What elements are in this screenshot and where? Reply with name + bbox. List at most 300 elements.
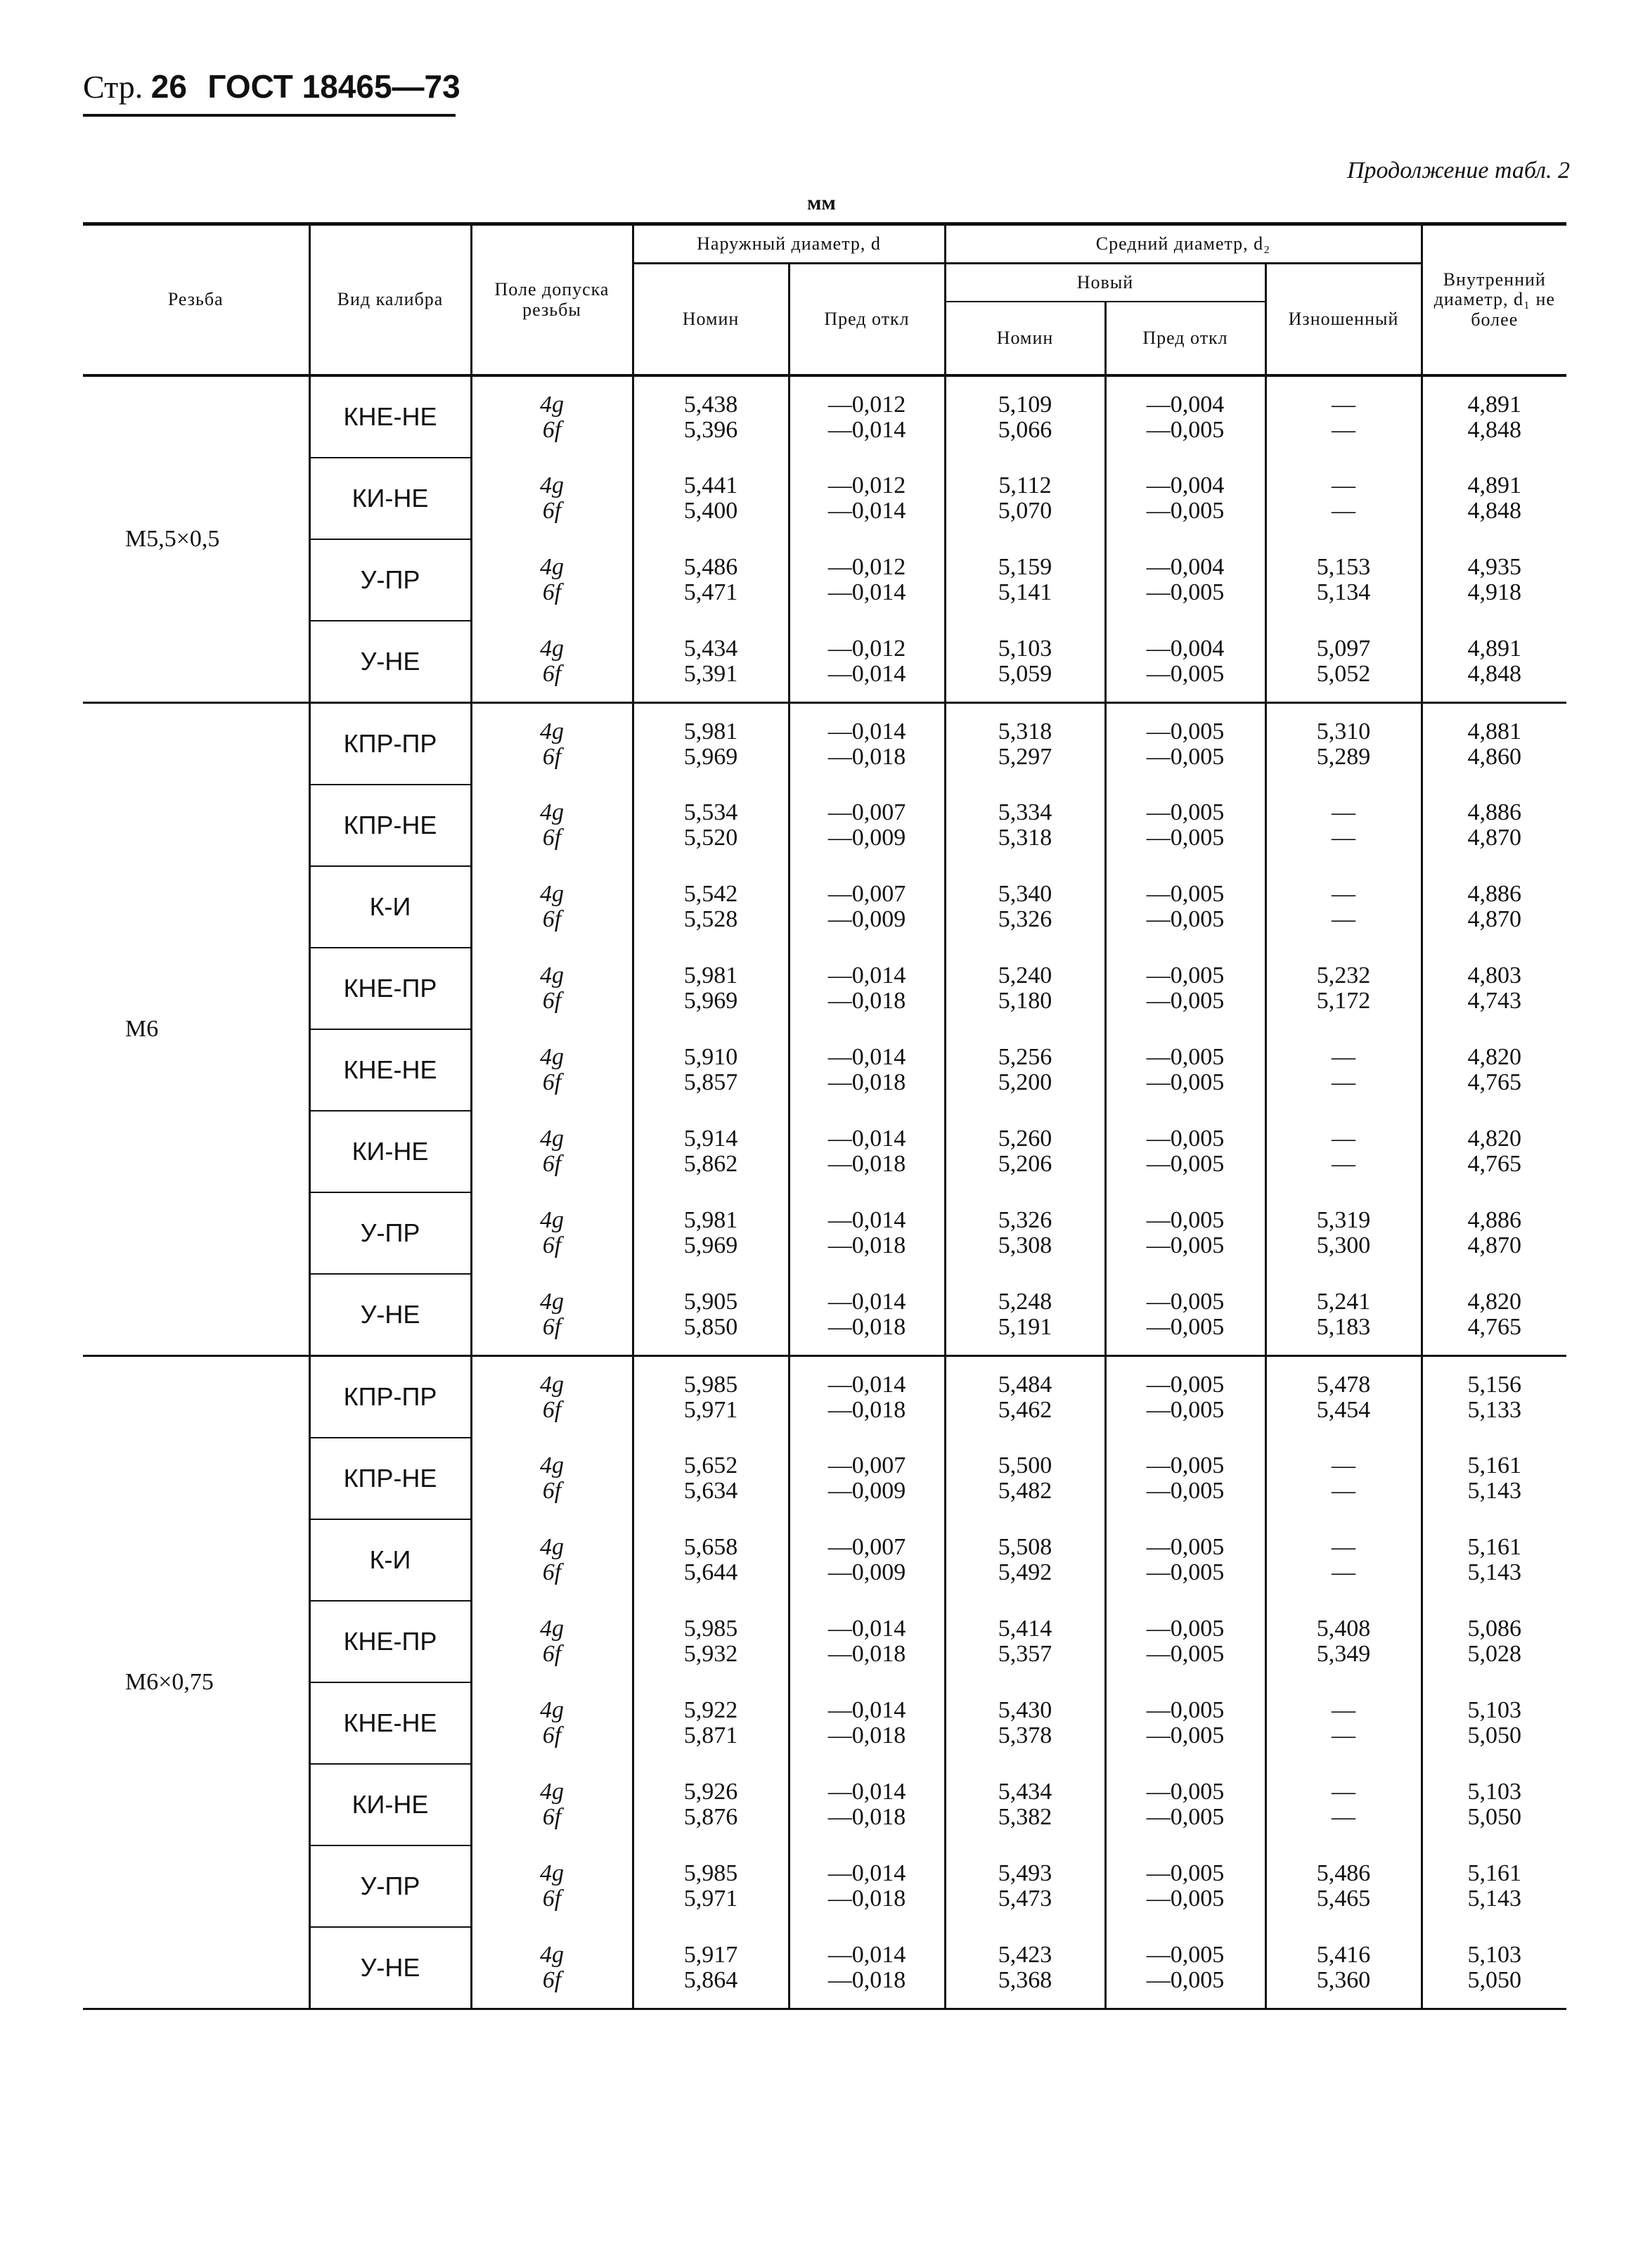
tolerance-value-line: 6f xyxy=(542,988,562,1014)
col-pitch-diameter: Средний диаметр, d₂ xyxy=(945,224,1422,264)
pitch-worn-value-line: — xyxy=(1332,1151,1356,1177)
pitch-deviation-value xyxy=(1105,1927,1265,2009)
inner-diameter-value xyxy=(1422,1438,1566,1519)
tolerance-value-line: 4g xyxy=(540,391,564,418)
outer-deviation-value-line: —0,018 xyxy=(827,1966,906,1993)
outer-nominal-value xyxy=(633,1438,789,1519)
pitch-worn-value xyxy=(1265,1111,1422,1192)
inner-diameter-value xyxy=(1422,785,1566,866)
pitch-deviation-value-line: —0,005 xyxy=(1146,962,1225,988)
pitch-worn-value-line: — xyxy=(1332,1478,1356,1504)
outer-deviation-value-line: —0,014 xyxy=(827,1044,906,1070)
outer-nominal-value-line: 5,910 xyxy=(683,1044,738,1070)
pitch-nominal-value-line: 5,473 xyxy=(998,1886,1052,1912)
tolerance-value-line: 6f xyxy=(542,1722,562,1748)
outer-deviation-value-line: —0,007 xyxy=(827,881,906,907)
pitch-worn-value-line: — xyxy=(1332,1069,1356,1095)
tolerance-value-line: 4g xyxy=(540,1371,564,1398)
pitch-deviation-value xyxy=(1105,703,1265,785)
outer-deviation-value xyxy=(789,458,945,539)
pitch-nominal-value-line: 5,066 xyxy=(998,416,1052,443)
inner-diameter-value-line: 5,143 xyxy=(1467,1886,1522,1912)
inner-diameter-value-line: 4,881 xyxy=(1467,718,1522,745)
tolerance-value-line: 6f xyxy=(542,1804,562,1830)
gauge-type: У-НЕ xyxy=(309,1927,471,2009)
pitch-worn-value-line: — xyxy=(1332,416,1356,443)
inner-diameter-value xyxy=(1422,1601,1566,1682)
pitch-deviation-value xyxy=(1105,375,1265,458)
pitch-worn-value-line: 5,172 xyxy=(1316,988,1371,1014)
pitch-worn-value xyxy=(1265,1682,1422,1764)
gauge-type: У-ПР xyxy=(309,1845,471,1927)
inner-diameter-value-line: 4,803 xyxy=(1467,962,1522,988)
pitch-deviation-value xyxy=(1105,1111,1265,1192)
outer-deviation-value-line: —0,014 xyxy=(827,579,906,605)
outer-nominal-value xyxy=(633,621,789,703)
tolerance-value-line: 4g xyxy=(540,635,564,662)
pitch-nominal-value-line: 5,493 xyxy=(998,1860,1052,1886)
outer-nominal-value xyxy=(633,1601,789,1682)
outer-deviation-value-line: —0,014 xyxy=(827,660,906,687)
pitch-nominal-value-line: 5,357 xyxy=(998,1641,1052,1667)
inner-diameter-value-line: 4,848 xyxy=(1467,498,1522,524)
pitch-nominal-value-line: 5,191 xyxy=(998,1313,1052,1340)
pitch-deviation-value-line: —0,005 xyxy=(1146,1126,1225,1152)
outer-nominal-value-line: 5,634 xyxy=(683,1478,738,1504)
tolerance-value-line: 4g xyxy=(540,1452,564,1478)
tolerance-value-line: 6f xyxy=(542,1641,562,1667)
inner-diameter-value xyxy=(1422,703,1566,785)
gauge-type: К-И xyxy=(309,866,471,948)
inner-diameter-value-line: 4,765 xyxy=(1467,1313,1522,1340)
pitch-nominal-value xyxy=(945,1764,1105,1845)
outer-nominal-value xyxy=(633,1029,789,1111)
inner-diameter-value-line: 4,886 xyxy=(1467,799,1522,825)
inner-diameter-value xyxy=(1422,948,1566,1029)
outer-deviation-value-line: —0,014 xyxy=(827,1126,906,1152)
pitch-deviation-value-line: —0,005 xyxy=(1146,1044,1225,1070)
inner-diameter-value-line: 4,870 xyxy=(1467,825,1522,851)
inner-diameter-value-line: 4,848 xyxy=(1467,660,1522,687)
pitch-deviation-value-line: —0,004 xyxy=(1146,635,1225,662)
outer-nominal-value xyxy=(633,458,789,539)
pitch-nominal-value-line: 5,180 xyxy=(998,988,1052,1014)
tolerance-value-line: 4g xyxy=(540,472,564,498)
pitch-nominal-value-line: 5,482 xyxy=(998,1478,1052,1504)
gauge-type: У-НЕ xyxy=(309,621,471,703)
pitch-deviation-value xyxy=(1105,1764,1265,1845)
outer-deviation-value-line: —0,014 xyxy=(827,1288,906,1315)
inner-diameter-value-line: 5,050 xyxy=(1467,1966,1522,1993)
pitch-nominal-value-line: 5,248 xyxy=(998,1288,1052,1315)
outer-nominal-value-line: 5,971 xyxy=(683,1886,738,1912)
outer-deviation-value-line: —0,014 xyxy=(827,962,906,988)
pitch-deviation-value-line: —0,005 xyxy=(1146,1779,1225,1805)
pitch-deviation-value-line: —0,005 xyxy=(1146,1232,1225,1258)
pitch-deviation-value-line: —0,005 xyxy=(1146,1886,1225,1912)
pitch-nominal-value-line: 5,070 xyxy=(998,498,1052,524)
pitch-nominal-value xyxy=(945,1682,1105,1764)
tolerance-value-line: 4g xyxy=(540,1044,564,1070)
gauge-type: КНЕ-НЕ xyxy=(309,1682,471,1764)
pitch-deviation-value-line: —0,005 xyxy=(1146,906,1225,932)
pitch-worn-value xyxy=(1265,1601,1422,1682)
pitch-deviation-value-line: —0,005 xyxy=(1146,825,1225,851)
pitch-deviation-value xyxy=(1105,1029,1265,1111)
outer-deviation-value xyxy=(789,1274,945,1356)
outer-deviation-value-line: —0,018 xyxy=(827,1886,906,1912)
inner-diameter-value-line: 4,886 xyxy=(1467,1207,1522,1233)
inner-diameter-value-line: 5,143 xyxy=(1467,1559,1522,1585)
pitch-worn-value-line: — xyxy=(1332,391,1356,418)
pitch-worn-value-line: 5,300 xyxy=(1316,1232,1371,1258)
pitch-nominal-value xyxy=(945,375,1105,458)
outer-nominal-value xyxy=(633,1192,789,1274)
pitch-worn-value-line: 5,454 xyxy=(1316,1396,1371,1423)
tolerance-value-line: 4g xyxy=(540,1616,564,1642)
pitch-worn-value-line: — xyxy=(1332,1722,1356,1748)
outer-deviation-value xyxy=(789,1438,945,1519)
outer-nominal-value-line: 5,871 xyxy=(683,1722,738,1748)
pitch-worn-value-line: 5,486 xyxy=(1316,1860,1371,1886)
pitch-nominal-value-line: 5,423 xyxy=(998,1941,1052,1968)
inner-diameter-value xyxy=(1422,539,1566,621)
pitch-nominal-value-line: 5,103 xyxy=(998,635,1052,662)
gauge-type: КНЕ-НЕ xyxy=(309,1029,471,1111)
inner-diameter-value-line: 4,870 xyxy=(1467,906,1522,932)
pitch-worn-value-line: — xyxy=(1332,1559,1356,1585)
outer-nominal-value xyxy=(633,1356,789,1438)
tolerance-value-line: 6f xyxy=(542,743,562,770)
pitch-worn-value-line: 5,153 xyxy=(1316,554,1371,580)
page-prefix: Стр. xyxy=(83,69,143,105)
tolerance-value-line: 6f xyxy=(542,825,562,851)
outer-nominal-value-line: 5,857 xyxy=(683,1069,738,1095)
outer-nominal-value xyxy=(633,1111,789,1192)
outer-deviation-value-line: —0,014 xyxy=(827,416,906,443)
tolerance-value-line: 6f xyxy=(542,1069,562,1095)
pitch-worn-value xyxy=(1265,1927,1422,2009)
outer-deviation-value-line: —0,018 xyxy=(827,1722,906,1748)
outer-deviation-value-line: —0,012 xyxy=(827,635,906,662)
col-inner-diameter: Внутренний диаметр, d₁ не более xyxy=(1422,224,1566,376)
pitch-deviation-value xyxy=(1105,621,1265,703)
pitch-deviation-value-line: —0,005 xyxy=(1146,743,1225,770)
gauge-type: КИ-НЕ xyxy=(309,1764,471,1845)
col-gauge-type: Вид калибра xyxy=(309,224,471,376)
pitch-nominal-value xyxy=(945,1927,1105,2009)
tolerance-value-line: 4g xyxy=(540,1860,564,1886)
tolerance-value xyxy=(471,458,633,539)
gauge-type: КИ-НЕ xyxy=(309,1111,471,1192)
tolerance-value xyxy=(471,1274,633,1356)
pitch-worn-value-line: 5,134 xyxy=(1316,579,1371,605)
pitch-worn-value xyxy=(1265,1438,1422,1519)
outer-deviation-value-line: —0,009 xyxy=(827,825,906,851)
tolerance-value xyxy=(471,703,633,785)
tolerance-value xyxy=(471,1356,633,1438)
inner-diameter-value-line: 4,765 xyxy=(1467,1069,1522,1095)
outer-nominal-value-line: 5,932 xyxy=(683,1641,738,1667)
pitch-nominal-value-line: 5,414 xyxy=(998,1616,1052,1642)
gauge-type: КНЕ-ПР xyxy=(309,1601,471,1682)
inner-diameter-value xyxy=(1422,1356,1566,1438)
outer-nominal-value xyxy=(633,375,789,458)
outer-nominal-value-line: 5,969 xyxy=(683,1232,738,1258)
pitch-worn-value xyxy=(1265,621,1422,703)
pitch-deviation-value xyxy=(1105,1601,1265,1682)
pitch-nominal-value xyxy=(945,1845,1105,1927)
tolerance-value-line: 4g xyxy=(540,881,564,907)
tolerance-value xyxy=(471,785,633,866)
pitch-nominal-value xyxy=(945,1111,1105,1192)
pitch-worn-value xyxy=(1265,785,1422,866)
pitch-worn-value-line: — xyxy=(1332,881,1356,907)
tolerance-value-line: 6f xyxy=(542,1559,562,1585)
outer-deviation-value xyxy=(789,1029,945,1111)
outer-deviation-value-line: —0,007 xyxy=(827,799,906,825)
pitch-deviation-value-line: —0,005 xyxy=(1146,1371,1225,1398)
inner-diameter-value-line: 5,161 xyxy=(1467,1860,1522,1886)
outer-nominal-value-line: 5,400 xyxy=(683,498,738,524)
outer-deviation-value xyxy=(789,1519,945,1601)
gauge-type: К-И xyxy=(309,1519,471,1601)
tolerance-value xyxy=(471,1029,633,1111)
pitch-deviation-value xyxy=(1105,866,1265,948)
pitch-worn-value-line: — xyxy=(1332,472,1356,498)
col-pitch-deviation: Пред откл xyxy=(1105,302,1265,375)
outer-deviation-value xyxy=(789,1356,945,1438)
pitch-deviation-value-line: —0,005 xyxy=(1146,1534,1225,1560)
outer-nominal-value-line: 5,985 xyxy=(683,1616,738,1642)
outer-nominal-value-line: 5,985 xyxy=(683,1371,738,1398)
pitch-worn-value-line: — xyxy=(1332,1452,1356,1478)
thread-designation: М5,5×0,5 xyxy=(83,375,309,703)
outer-nominal-value-line: 5,644 xyxy=(683,1559,738,1585)
inner-diameter-value xyxy=(1422,458,1566,539)
inner-diameter-value xyxy=(1422,1845,1566,1927)
tolerance-value-line: 4g xyxy=(540,1126,564,1152)
pitch-worn-value xyxy=(1265,1845,1422,1927)
pitch-worn-value-line: 5,360 xyxy=(1316,1966,1371,1993)
tolerance-value-line: 6f xyxy=(542,1478,562,1504)
outer-deviation-value xyxy=(789,1111,945,1192)
page-header xyxy=(83,67,460,105)
outer-deviation-value xyxy=(789,866,945,948)
col-outer-nominal: Номин xyxy=(633,264,789,376)
outer-deviation-value-line: —0,018 xyxy=(827,1151,906,1177)
inner-diameter-value-line: 4,918 xyxy=(1467,579,1522,605)
pitch-nominal-value xyxy=(945,1192,1105,1274)
pitch-worn-value-line: 5,232 xyxy=(1316,962,1371,988)
pitch-nominal-value-line: 5,462 xyxy=(998,1396,1052,1423)
pitch-worn-value-line: 5,408 xyxy=(1316,1616,1371,1642)
outer-nominal-value-line: 5,985 xyxy=(683,1860,738,1886)
outer-nominal-value-line: 5,969 xyxy=(683,988,738,1014)
tolerance-value xyxy=(471,539,633,621)
pitch-deviation-value xyxy=(1105,1192,1265,1274)
pitch-worn-value-line: — xyxy=(1332,825,1356,851)
pitch-nominal-value-line: 5,434 xyxy=(998,1779,1052,1805)
tolerance-value-line: 4g xyxy=(540,1288,564,1315)
outer-deviation-value-line: —0,018 xyxy=(827,1804,906,1830)
inner-diameter-value-line: 4,891 xyxy=(1467,635,1522,662)
pitch-worn-value-line: 5,097 xyxy=(1316,635,1371,662)
gauge-type: У-НЕ xyxy=(309,1274,471,1356)
gauge-type: У-ПР xyxy=(309,1192,471,1274)
pitch-nominal-value xyxy=(945,1519,1105,1601)
tolerance-value xyxy=(471,1519,633,1601)
outer-deviation-value xyxy=(789,1192,945,1274)
inner-diameter-value-line: 4,935 xyxy=(1467,554,1522,580)
pitch-deviation-value-line: —0,005 xyxy=(1146,881,1225,907)
pitch-nominal-value xyxy=(945,703,1105,785)
pitch-nominal-value-line: 5,326 xyxy=(998,1207,1052,1233)
pitch-deviation-value-line: —0,004 xyxy=(1146,391,1225,418)
pitch-nominal-value-line: 5,484 xyxy=(998,1371,1052,1398)
outer-nominal-value-line: 5,438 xyxy=(683,391,738,418)
outer-nominal-value-line: 5,528 xyxy=(683,906,738,932)
pitch-deviation-value xyxy=(1105,785,1265,866)
pitch-nominal-value-line: 5,297 xyxy=(998,743,1052,770)
col-pitch-new: Новый xyxy=(945,264,1265,302)
pitch-nominal-value xyxy=(945,1356,1105,1438)
inner-diameter-value-line: 5,143 xyxy=(1467,1478,1522,1504)
tolerance-value xyxy=(471,1438,633,1519)
col-thread: Резьба xyxy=(83,224,309,376)
pitch-deviation-value xyxy=(1105,1519,1265,1601)
tolerance-value-line: 6f xyxy=(542,906,562,932)
pitch-deviation-value xyxy=(1105,1438,1265,1519)
outer-nominal-value-line: 5,652 xyxy=(683,1452,738,1478)
inner-diameter-value xyxy=(1422,1927,1566,2009)
pitch-worn-value-line: — xyxy=(1332,1126,1356,1152)
pitch-nominal-value-line: 5,109 xyxy=(998,391,1052,418)
inner-diameter-value-line: 4,891 xyxy=(1467,391,1522,418)
pitch-deviation-value-line: —0,005 xyxy=(1146,1616,1225,1642)
pitch-nominal-value-line: 5,368 xyxy=(998,1966,1052,1993)
pitch-deviation-value-line: —0,004 xyxy=(1146,554,1225,580)
tolerance-value-line: 6f xyxy=(542,498,562,524)
pitch-worn-value xyxy=(1265,1029,1422,1111)
header-underline xyxy=(83,114,456,117)
inner-diameter-value-line: 4,765 xyxy=(1467,1151,1522,1177)
outer-nominal-value xyxy=(633,1845,789,1927)
tolerance-value-line: 6f xyxy=(542,1313,562,1340)
pitch-nominal-value-line: 5,492 xyxy=(998,1559,1052,1585)
outer-deviation-value-line: —0,018 xyxy=(827,1313,906,1340)
pitch-deviation-value-line: —0,005 xyxy=(1146,1478,1225,1504)
pitch-deviation-value-line: —0,005 xyxy=(1146,718,1225,745)
inner-diameter-value-line: 5,103 xyxy=(1467,1941,1522,1968)
pitch-worn-value-line: 5,241 xyxy=(1316,1288,1371,1315)
pitch-nominal-value-line: 5,256 xyxy=(998,1044,1052,1070)
inner-diameter-value-line: 5,161 xyxy=(1467,1452,1522,1478)
inner-diameter-value-line: 5,050 xyxy=(1467,1722,1522,1748)
outer-deviation-value xyxy=(789,1764,945,1845)
tolerance-value xyxy=(471,1682,633,1764)
inner-diameter-value xyxy=(1422,1682,1566,1764)
pitch-nominal-value xyxy=(945,1029,1105,1111)
col-tolerance: Поле допуска резьбы xyxy=(471,224,633,376)
table-continuation-note: Продолжение табл. 2 xyxy=(1346,157,1570,183)
pitch-nominal-value-line: 5,059 xyxy=(998,660,1052,687)
outer-nominal-value-line: 5,396 xyxy=(683,416,738,443)
pitch-deviation-value-line: —0,005 xyxy=(1146,660,1225,687)
pitch-deviation-value-line: —0,005 xyxy=(1146,1966,1225,1993)
outer-nominal-value xyxy=(633,1274,789,1356)
pitch-worn-value-line: — xyxy=(1332,1044,1356,1070)
pitch-worn-value-line: — xyxy=(1332,1779,1356,1805)
pitch-deviation-value xyxy=(1105,458,1265,539)
outer-deviation-value-line: —0,014 xyxy=(827,1941,906,1968)
outer-deviation-value-line: —0,014 xyxy=(827,1371,906,1398)
pitch-nominal-value-line: 5,318 xyxy=(998,718,1052,745)
pitch-deviation-value-line: —0,005 xyxy=(1146,799,1225,825)
thread-designation: М6 xyxy=(83,703,309,1356)
tolerance-value-line: 6f xyxy=(542,416,562,443)
gauge-type: КНЕ-НЕ xyxy=(309,375,471,458)
outer-nominal-value xyxy=(633,1927,789,2009)
outer-nominal-value-line: 5,981 xyxy=(683,1207,738,1233)
pitch-worn-value xyxy=(1265,1192,1422,1274)
inner-diameter-value-line: 4,860 xyxy=(1467,743,1522,770)
col-outer-deviation: Пред откл xyxy=(789,264,945,376)
outer-nominal-value-line: 5,876 xyxy=(683,1804,738,1830)
inner-diameter-value-line: 5,103 xyxy=(1467,1779,1522,1805)
outer-nominal-value xyxy=(633,1519,789,1601)
outer-deviation-value-line: —0,012 xyxy=(827,472,906,498)
outer-deviation-value xyxy=(789,1845,945,1927)
outer-nominal-value-line: 5,914 xyxy=(683,1126,738,1152)
tolerance-value-line: 6f xyxy=(542,1886,562,1912)
outer-deviation-value-line: —0,014 xyxy=(827,1616,906,1642)
pitch-deviation-value-line: —0,005 xyxy=(1146,1559,1225,1585)
inner-diameter-value xyxy=(1422,866,1566,948)
outer-nominal-value-line: 5,391 xyxy=(683,660,738,687)
pitch-worn-value-line: — xyxy=(1332,906,1356,932)
outer-deviation-value-line: —0,007 xyxy=(827,1452,906,1478)
page-number: 26 xyxy=(150,68,187,105)
table-row xyxy=(83,375,1566,458)
pitch-worn-value-line: 5,416 xyxy=(1316,1941,1371,1968)
pitch-worn-value xyxy=(1265,1274,1422,1356)
outer-nominal-value xyxy=(633,948,789,1029)
outer-nominal-value-line: 5,926 xyxy=(683,1779,738,1805)
tolerance-value-line: 4g xyxy=(540,799,564,825)
pitch-nominal-value xyxy=(945,1274,1105,1356)
pitch-worn-value xyxy=(1265,866,1422,948)
inner-diameter-value-line: 4,820 xyxy=(1467,1288,1522,1315)
tolerance-value-line: 6f xyxy=(542,579,562,605)
inner-diameter-value xyxy=(1422,1192,1566,1274)
pitch-deviation-value xyxy=(1105,1682,1265,1764)
inner-diameter-value xyxy=(1422,1111,1566,1192)
pitch-deviation-value-line: —0,005 xyxy=(1146,1860,1225,1886)
pitch-deviation-value-line: —0,005 xyxy=(1146,1151,1225,1177)
pitch-worn-value xyxy=(1265,1519,1422,1601)
inner-diameter-value-line: 5,103 xyxy=(1467,1697,1522,1723)
inner-diameter-value-line: 4,743 xyxy=(1467,988,1522,1014)
pitch-worn-value xyxy=(1265,703,1422,785)
col-outer-diameter: Наружный диаметр, d xyxy=(633,224,945,264)
pitch-deviation-value xyxy=(1105,1356,1265,1438)
pitch-nominal-value xyxy=(945,1438,1105,1519)
gauge-type: КНЕ-ПР xyxy=(309,948,471,1029)
pitch-worn-value-line: 5,478 xyxy=(1316,1371,1371,1398)
outer-nominal-value-line: 5,981 xyxy=(683,962,738,988)
pitch-deviation-value-line: —0,005 xyxy=(1146,1697,1225,1723)
